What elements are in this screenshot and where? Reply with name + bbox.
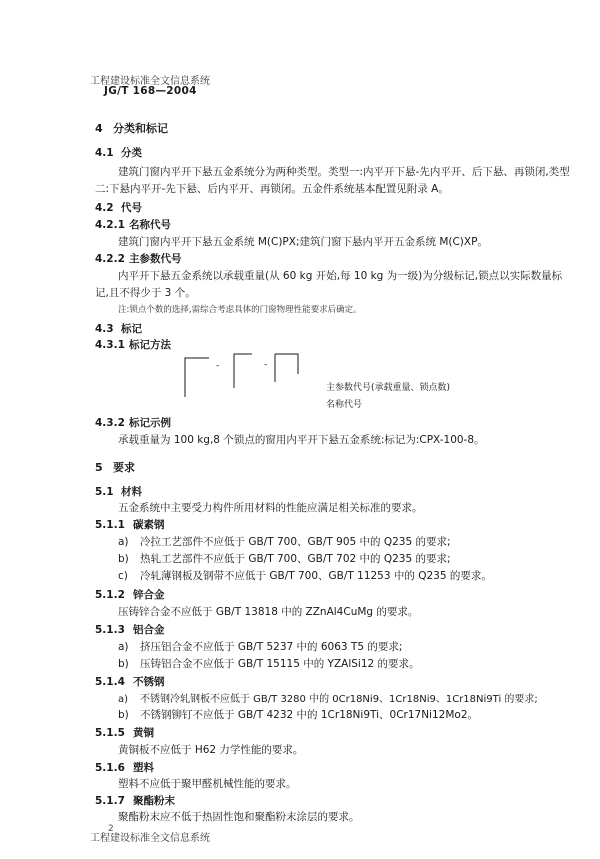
section-4-2-2-text-line2: 记,且不得少于 3 个。: [95, 287, 196, 299]
section-4-2-2-heading: [95, 251, 182, 266]
section-5-1-2-heading: [95, 587, 165, 602]
section-number: 5.1.7: [95, 795, 125, 807]
section-4-2-heading: [95, 200, 142, 215]
section-title: 标记: [121, 323, 142, 335]
section-title: 分类和标记: [113, 122, 168, 135]
section-4-2-2-note: 注:锁点个数的选择,需综合考虑具体的门窗物理性能要求后确定。: [118, 305, 362, 315]
diagram-dash-1: -: [216, 361, 220, 371]
list-item-text: 不锈钢铆钉不应低于 GB/T 4232 中的 1Cr18Ni9Ti、0Cr17Ni12Mo2。: [140, 709, 478, 721]
section-5-heading: [95, 459, 135, 475]
diagram-label-main-param: 主参数代号(承载重量、锁点数): [326, 383, 451, 393]
section-number: 5: [95, 461, 103, 474]
section-5-1-5-text: 黄铜板不应低于 H62 力学性能的要求。: [118, 744, 304, 756]
section-4-3-1-heading: [95, 337, 171, 352]
section-5-1-text: 五金系统中主要受力构件所用材料的性能应满足相关标准的要求。: [118, 502, 423, 514]
section-title: 碳素钢: [133, 519, 165, 531]
marking-diagram: [178, 352, 338, 400]
section-4-3-heading: [95, 321, 142, 336]
section-title: 黄铜: [133, 727, 154, 739]
section-number: 4.2.1: [95, 219, 125, 231]
list-item-label: b): [118, 658, 129, 670]
list-item-label: b): [118, 709, 129, 721]
section-4-3-2-text: 承载重量为 100 kg,8 个锁点的窗用内平开下悬五金系统:标记为:CPX-100-8。: [118, 434, 485, 446]
list-item-label: c): [118, 570, 128, 582]
section-number: 5.1.5: [95, 727, 125, 739]
section-4-2-1-heading: [95, 217, 171, 232]
list-item-text: 压铸铝合金不应低于 GB/T 15115 中的 YZAlSi12 的要求。: [140, 658, 420, 670]
list-item-label: a): [118, 536, 129, 548]
section-number: 4.2.2: [95, 253, 125, 265]
section-number: 4: [95, 122, 103, 135]
section-number: 4.2: [95, 202, 114, 214]
section-number: 5.1.4: [95, 676, 125, 688]
section-title: 材料: [121, 486, 142, 498]
list-item: [118, 534, 451, 549]
section-4-2-2-text-line1: 内平开下悬五金系统以承载重量(从 60 kg 开始,每 10 kg 为一级)为分级标记,锁点以实际数量标: [118, 270, 563, 282]
section-number: 5.1: [95, 486, 114, 498]
section-title: 主参数代号: [129, 253, 182, 265]
list-item-text: 冷拉工艺部件不应低于 GB/T 700、GB/T 905 中的 Q235 的要求;: [140, 536, 451, 548]
section-4-1-text-line2: 二:下悬内平开-先下悬、后内平开、再锁闭。五金件系统基本配置见附录 A。: [95, 183, 449, 195]
section-5-1-heading: [95, 484, 142, 499]
section-title: 标记示例: [129, 417, 171, 429]
section-5-1-6-text: 塑料不应低于聚甲醛机械性能的要求。: [118, 778, 297, 790]
list-item-text: 冷轧薄钢板及钢带不应低于 GB/T 700、GB/T 11253 中的 Q235 的要求。: [140, 570, 492, 582]
lock-points-bracket: [275, 354, 298, 364]
section-number: 5.1.6: [95, 762, 125, 774]
section-5-1-6-heading: [95, 760, 154, 775]
section-title: 要求: [113, 461, 135, 474]
section-number: 5.1.3: [95, 624, 125, 636]
section-title: 铝合金: [133, 624, 165, 636]
section-4-1-heading: [95, 145, 142, 160]
section-title: 锌合金: [133, 589, 165, 601]
list-item: [118, 707, 478, 722]
load-param-bracket: [234, 354, 252, 388]
section-number: 4.3.1: [95, 339, 125, 351]
section-5-1-7-heading: [95, 793, 175, 808]
list-item-label: a): [118, 694, 129, 705]
section-title: 塑料: [133, 762, 154, 774]
section-4-3-2-heading: [95, 415, 171, 430]
name-code-bracket: [185, 358, 209, 378]
section-number: 4.3.2: [95, 417, 125, 429]
section-4-2-1-text: 建筑门窗内平开下悬五金系统 M(C)PX;建筑门窗下悬内平开五金系统 M(C)XP。: [118, 236, 488, 248]
section-title: 聚酯粉末: [133, 795, 175, 807]
section-number: 4.3: [95, 323, 114, 335]
list-item: [118, 639, 402, 654]
section-5-1-5-heading: [95, 725, 154, 740]
list-item: [118, 656, 420, 671]
list-item-text: 热轧工艺部件不应低于 GB/T 700、GB/T 702 中的 Q235 的要求;: [140, 553, 451, 565]
section-title: 分类: [121, 147, 142, 159]
section-5-1-1-heading: [95, 517, 165, 532]
section-number: 4.1: [95, 147, 114, 159]
section-title: 不锈钢: [133, 676, 165, 688]
footer-system-name: 工程建设标准全文信息系统: [90, 833, 210, 844]
list-item: [118, 690, 538, 705]
list-item-text: 挤压铝合金不应低于 GB/T 5237 中的 6063 T5 的要求;: [140, 641, 403, 653]
section-5-1-2-text: 压铸锌合金不应低于 GB/T 13818 中的 ZZnAl4CuMg 的要求。: [118, 606, 419, 618]
diagram-dash-2: -: [264, 360, 268, 370]
section-5-1-4-heading: [95, 674, 165, 689]
section-number: 5.1.2: [95, 589, 125, 601]
section-number: 5.1.1: [95, 519, 125, 531]
list-item: [118, 551, 451, 566]
list-item: [118, 568, 492, 583]
header-standard-code: JG/T 168—2004: [104, 85, 197, 97]
section-5-1-3-heading: [95, 622, 165, 637]
section-4-1-text-line1: 建筑门窗内平开下悬五金系统分为两种类型。类型一:内平开下悬-先内平开、后下悬、再锁闭,类型: [118, 166, 570, 178]
section-title: 名称代号: [129, 219, 171, 231]
list-item-label: a): [118, 641, 129, 653]
section-title: 代号: [121, 202, 142, 214]
section-5-1-7-text: 聚酯粉末应不低于热固性饱和聚酯粉末涂层的要求。: [118, 811, 360, 823]
section-title: 标记方法: [129, 339, 171, 351]
page-number: 2: [108, 824, 114, 834]
list-item-label: b): [118, 553, 129, 565]
diagram-label-name-code: 名称代号: [326, 400, 363, 410]
section-4-heading: [95, 120, 168, 136]
list-item-text: 不锈钢冷轧钢板不应低于 GB/T 3280 中的 0Cr18Ni9、1Cr18Ni9、1Cr18Ni9Ti 的要求;: [140, 694, 538, 705]
header-system-name: 工程建设标准全文信息系统: [90, 76, 210, 87]
